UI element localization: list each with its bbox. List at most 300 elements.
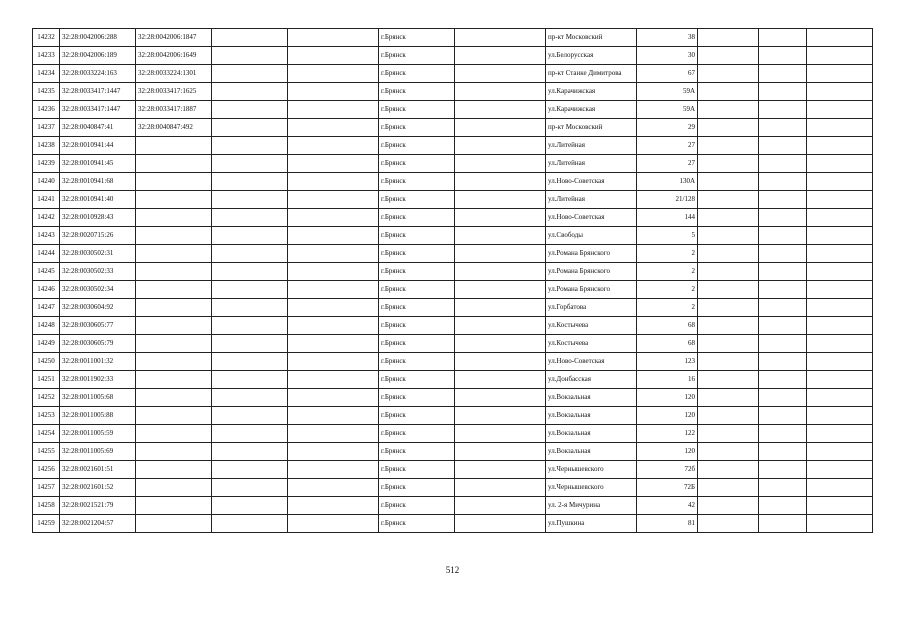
street-cell: ул.Литейная <box>546 191 637 209</box>
related-cadastral-number-cell: 32:28:0042006:1847 <box>136 29 212 47</box>
empty-cell <box>455 335 546 353</box>
empty-cell <box>807 353 873 371</box>
house-number-cell: 2 <box>637 263 698 281</box>
empty-cell <box>759 83 807 101</box>
cadastral-number-cell: 32:28:0011005:59 <box>60 425 136 443</box>
empty-cell <box>455 389 546 407</box>
empty-cell <box>212 515 288 533</box>
house-number-cell: 29 <box>637 119 698 137</box>
empty-cell <box>212 191 288 209</box>
empty-cell <box>455 101 546 119</box>
empty-cell <box>288 155 379 173</box>
empty-cell <box>455 425 546 443</box>
empty-cell <box>455 515 546 533</box>
street-cell: ул.Белорусская <box>546 47 637 65</box>
record-number-cell: 14246 <box>33 281 60 299</box>
cadastral-number-cell: 32:28:0021601:52 <box>60 479 136 497</box>
cadastral-number-cell: 32:28:0030502:34 <box>60 281 136 299</box>
empty-cell <box>455 443 546 461</box>
related-cadastral-number-cell <box>136 209 212 227</box>
cadastral-number-cell: 32:28:0042006:189 <box>60 47 136 65</box>
empty-cell <box>288 461 379 479</box>
empty-cell <box>759 29 807 47</box>
empty-cell <box>807 155 873 173</box>
house-number-cell: 16 <box>637 371 698 389</box>
empty-cell <box>759 407 807 425</box>
empty-cell <box>698 155 759 173</box>
city-cell: г.Брянск <box>379 479 455 497</box>
empty-cell <box>288 443 379 461</box>
empty-cell <box>212 209 288 227</box>
empty-cell <box>698 299 759 317</box>
cadastral-number-cell: 32:28:0030502:31 <box>60 245 136 263</box>
empty-cell <box>759 47 807 65</box>
empty-cell <box>807 263 873 281</box>
table-row <box>33 317 873 335</box>
record-number-cell: 14256 <box>33 461 60 479</box>
empty-cell <box>288 497 379 515</box>
empty-cell <box>212 371 288 389</box>
city-cell: г.Брянск <box>379 173 455 191</box>
street-cell: ул.Вокзальная <box>546 425 637 443</box>
related-cadastral-number-cell <box>136 479 212 497</box>
empty-cell <box>759 461 807 479</box>
city-cell: г.Брянск <box>379 119 455 137</box>
empty-cell <box>807 191 873 209</box>
empty-cell <box>759 227 807 245</box>
empty-cell <box>759 281 807 299</box>
empty-cell <box>698 137 759 155</box>
empty-cell <box>698 461 759 479</box>
empty-cell <box>288 227 379 245</box>
empty-cell <box>212 299 288 317</box>
cadastral-number-cell: 32:28:0040847:41 <box>60 119 136 137</box>
cadastral-number-cell: 32:28:0033417:1447 <box>60 101 136 119</box>
table-row <box>33 371 873 389</box>
empty-cell <box>698 29 759 47</box>
street-cell: ул.Ново-Советская <box>546 353 637 371</box>
empty-cell <box>807 443 873 461</box>
empty-cell <box>288 245 379 263</box>
empty-cell <box>807 497 873 515</box>
table-row <box>33 227 873 245</box>
empty-cell <box>212 407 288 425</box>
city-cell: г.Брянск <box>379 101 455 119</box>
empty-cell <box>288 173 379 191</box>
empty-cell <box>212 29 288 47</box>
empty-cell <box>807 479 873 497</box>
related-cadastral-number-cell: 32:28:0042006:1649 <box>136 47 212 65</box>
empty-cell <box>759 515 807 533</box>
empty-cell <box>288 137 379 155</box>
empty-cell <box>807 299 873 317</box>
related-cadastral-number-cell <box>136 425 212 443</box>
empty-cell <box>212 389 288 407</box>
empty-cell <box>698 191 759 209</box>
empty-cell <box>288 479 379 497</box>
street-cell: ул.Романа Брянского <box>546 263 637 281</box>
empty-cell <box>759 137 807 155</box>
empty-cell <box>698 479 759 497</box>
empty-cell <box>288 335 379 353</box>
empty-cell <box>212 443 288 461</box>
empty-cell <box>288 515 379 533</box>
empty-cell <box>455 83 546 101</box>
empty-cell <box>455 461 546 479</box>
empty-cell <box>212 119 288 137</box>
house-number-cell: 130А <box>637 173 698 191</box>
city-cell: г.Брянск <box>379 335 455 353</box>
table-row <box>33 47 873 65</box>
empty-cell <box>698 389 759 407</box>
empty-cell <box>455 227 546 245</box>
house-number-cell: 144 <box>637 209 698 227</box>
table-row <box>33 263 873 281</box>
table-row <box>33 443 873 461</box>
empty-cell <box>288 317 379 335</box>
empty-cell <box>212 497 288 515</box>
empty-cell <box>759 299 807 317</box>
empty-cell <box>698 425 759 443</box>
empty-cell <box>212 353 288 371</box>
related-cadastral-number-cell <box>136 515 212 533</box>
empty-cell <box>455 497 546 515</box>
empty-cell <box>212 47 288 65</box>
empty-cell <box>288 83 379 101</box>
empty-cell <box>455 65 546 83</box>
street-cell: ул.Вокзальная <box>546 443 637 461</box>
empty-cell <box>698 263 759 281</box>
related-cadastral-number-cell <box>136 353 212 371</box>
empty-cell <box>759 317 807 335</box>
empty-cell <box>455 407 546 425</box>
empty-cell <box>288 371 379 389</box>
empty-cell <box>759 209 807 227</box>
city-cell: г.Брянск <box>379 461 455 479</box>
table-row <box>33 479 873 497</box>
record-number-cell: 14243 <box>33 227 60 245</box>
record-number-cell: 14252 <box>33 389 60 407</box>
empty-cell <box>807 101 873 119</box>
street-cell: ул.Чернышевского <box>546 479 637 497</box>
house-number-cell: 122 <box>637 425 698 443</box>
house-number-cell: 72Б <box>637 479 698 497</box>
cadastral-number-cell: 32:28:0021204:57 <box>60 515 136 533</box>
related-cadastral-number-cell <box>136 317 212 335</box>
empty-cell <box>807 245 873 263</box>
empty-cell <box>288 389 379 407</box>
cadastral-number-cell: 32:28:0033224:163 <box>60 65 136 83</box>
street-cell: пр-кт Станке Димитрова <box>546 65 637 83</box>
empty-cell <box>759 335 807 353</box>
empty-cell <box>698 65 759 83</box>
house-number-cell: 27 <box>637 155 698 173</box>
city-cell: г.Брянск <box>379 515 455 533</box>
street-cell: ул.Ново-Советская <box>546 173 637 191</box>
table-row <box>33 209 873 227</box>
record-number-cell: 14254 <box>33 425 60 443</box>
house-number-cell: 120 <box>637 389 698 407</box>
empty-cell <box>759 101 807 119</box>
cadastral-number-cell: 32:28:0033417:1447 <box>60 83 136 101</box>
city-cell: г.Брянск <box>379 263 455 281</box>
related-cadastral-number-cell <box>136 299 212 317</box>
street-cell: ул.Чернышевского <box>546 461 637 479</box>
city-cell: г.Брянск <box>379 299 455 317</box>
house-number-cell: 2 <box>637 245 698 263</box>
empty-cell <box>698 209 759 227</box>
empty-cell <box>807 515 873 533</box>
empty-cell <box>807 29 873 47</box>
empty-cell <box>698 119 759 137</box>
related-cadastral-number-cell: 32:28:0033417:1625 <box>136 83 212 101</box>
related-cadastral-number-cell <box>136 245 212 263</box>
empty-cell <box>288 47 379 65</box>
house-number-cell: 59А <box>637 83 698 101</box>
table-row <box>33 137 873 155</box>
empty-cell <box>455 281 546 299</box>
empty-cell <box>759 245 807 263</box>
empty-cell <box>759 353 807 371</box>
empty-cell <box>212 263 288 281</box>
page-number: 512 <box>445 565 460 575</box>
street-cell: ул.Свободы <box>546 227 637 245</box>
empty-cell <box>698 47 759 65</box>
empty-cell <box>759 497 807 515</box>
table-row <box>33 29 873 47</box>
empty-cell <box>807 317 873 335</box>
empty-cell <box>288 353 379 371</box>
empty-cell <box>212 137 288 155</box>
empty-cell <box>698 83 759 101</box>
empty-cell <box>212 245 288 263</box>
empty-cell <box>807 137 873 155</box>
empty-cell <box>212 227 288 245</box>
street-cell: пр-кт Московский <box>546 119 637 137</box>
empty-cell <box>455 299 546 317</box>
empty-cell <box>698 173 759 191</box>
city-cell: г.Брянск <box>379 209 455 227</box>
city-cell: г.Брянск <box>379 245 455 263</box>
empty-cell <box>288 263 379 281</box>
related-cadastral-number-cell <box>136 407 212 425</box>
related-cadastral-number-cell <box>136 389 212 407</box>
record-number-cell: 14238 <box>33 137 60 155</box>
empty-cell <box>212 173 288 191</box>
empty-cell <box>455 353 546 371</box>
city-cell: г.Брянск <box>379 389 455 407</box>
cadastral-number-cell: 32:28:0030605:79 <box>60 335 136 353</box>
empty-cell <box>212 479 288 497</box>
empty-cell <box>455 479 546 497</box>
record-number-cell: 14257 <box>33 479 60 497</box>
street-cell: ул.Костычева <box>546 335 637 353</box>
empty-cell <box>455 29 546 47</box>
record-number-cell: 14249 <box>33 335 60 353</box>
empty-cell <box>455 191 546 209</box>
empty-cell <box>698 317 759 335</box>
cadastral-number-cell: 32:28:0010941:68 <box>60 173 136 191</box>
table-row <box>33 389 873 407</box>
record-number-cell: 14248 <box>33 317 60 335</box>
empty-cell <box>288 191 379 209</box>
cadastral-number-cell: 32:28:0021521:79 <box>60 497 136 515</box>
empty-cell <box>759 173 807 191</box>
empty-cell <box>288 29 379 47</box>
empty-cell <box>759 479 807 497</box>
record-number-cell: 14236 <box>33 101 60 119</box>
table-row <box>33 83 873 101</box>
related-cadastral-number-cell <box>136 371 212 389</box>
street-cell: ул.Горбатова <box>546 299 637 317</box>
empty-cell <box>288 65 379 83</box>
street-cell: ул.Ново-Советская <box>546 209 637 227</box>
empty-cell <box>807 407 873 425</box>
empty-cell <box>455 119 546 137</box>
house-number-cell: 68 <box>637 335 698 353</box>
city-cell: г.Брянск <box>379 371 455 389</box>
empty-cell <box>759 263 807 281</box>
record-number-cell: 14237 <box>33 119 60 137</box>
cadastral-number-cell: 32:28:0011005:88 <box>60 407 136 425</box>
related-cadastral-number-cell <box>136 191 212 209</box>
city-cell: г.Брянск <box>379 29 455 47</box>
cadastral-number-cell: 32:28:0011005:69 <box>60 443 136 461</box>
empty-cell <box>698 245 759 263</box>
table-row <box>33 353 873 371</box>
record-number-cell: 14233 <box>33 47 60 65</box>
table-row <box>33 425 873 443</box>
related-cadastral-number-cell <box>136 443 212 461</box>
empty-cell <box>698 497 759 515</box>
related-cadastral-number-cell <box>136 497 212 515</box>
record-number-cell: 14244 <box>33 245 60 263</box>
street-cell: ул.Карачижская <box>546 83 637 101</box>
city-cell: г.Брянск <box>379 281 455 299</box>
empty-cell <box>288 299 379 317</box>
empty-cell <box>807 173 873 191</box>
empty-cell <box>698 371 759 389</box>
related-cadastral-number-cell <box>136 461 212 479</box>
empty-cell <box>807 65 873 83</box>
empty-cell <box>288 119 379 137</box>
empty-cell <box>212 425 288 443</box>
empty-cell <box>698 101 759 119</box>
table-row <box>33 515 873 533</box>
empty-cell <box>807 47 873 65</box>
related-cadastral-number-cell <box>136 137 212 155</box>
cadastral-number-cell: 32:28:0030604:92 <box>60 299 136 317</box>
city-cell: г.Брянск <box>379 443 455 461</box>
related-cadastral-number-cell <box>136 173 212 191</box>
cadastral-number-cell: 32:28:0011001:32 <box>60 353 136 371</box>
house-number-cell: 5 <box>637 227 698 245</box>
related-cadastral-number-cell: 32:28:0033224:1301 <box>136 65 212 83</box>
related-cadastral-number-cell <box>136 281 212 299</box>
house-number-cell: 30 <box>637 47 698 65</box>
empty-cell <box>807 209 873 227</box>
empty-cell <box>759 425 807 443</box>
street-cell: пр-кт Московский <box>546 29 637 47</box>
empty-cell <box>807 83 873 101</box>
related-cadastral-number-cell <box>136 227 212 245</box>
table-row <box>33 245 873 263</box>
cadastral-number-cell: 32:28:0021601:51 <box>60 461 136 479</box>
empty-cell <box>807 119 873 137</box>
related-cadastral-number-cell <box>136 263 212 281</box>
empty-cell <box>807 335 873 353</box>
empty-cell <box>759 65 807 83</box>
cadastral-number-cell: 32:28:0011902:33 <box>60 371 136 389</box>
street-cell: ул.Донбасская <box>546 371 637 389</box>
empty-cell <box>212 335 288 353</box>
cadastral-number-cell: 32:28:0030605:77 <box>60 317 136 335</box>
empty-cell <box>455 47 546 65</box>
house-number-cell: 42 <box>637 497 698 515</box>
empty-cell <box>455 173 546 191</box>
record-number-cell: 14242 <box>33 209 60 227</box>
empty-cell <box>759 371 807 389</box>
record-number-cell: 14255 <box>33 443 60 461</box>
city-cell: г.Брянск <box>379 137 455 155</box>
record-number-cell: 14258 <box>33 497 60 515</box>
table-row <box>33 407 873 425</box>
empty-cell <box>759 389 807 407</box>
empty-cell <box>807 425 873 443</box>
empty-cell <box>807 461 873 479</box>
empty-cell <box>455 155 546 173</box>
street-cell: ул.Романа Брянского <box>546 281 637 299</box>
record-number-cell: 14234 <box>33 65 60 83</box>
empty-cell <box>698 353 759 371</box>
empty-cell <box>212 155 288 173</box>
empty-cell <box>288 407 379 425</box>
city-cell: г.Брянск <box>379 191 455 209</box>
empty-cell <box>455 263 546 281</box>
street-cell: ул.Литейная <box>546 155 637 173</box>
house-number-cell: 2 <box>637 299 698 317</box>
city-cell: г.Брянск <box>379 155 455 173</box>
empty-cell <box>698 227 759 245</box>
empty-cell <box>698 515 759 533</box>
related-cadastral-number-cell: 32:28:0033417:1887 <box>136 101 212 119</box>
street-cell: ул.Вокзальная <box>546 389 637 407</box>
empty-cell <box>759 119 807 137</box>
record-number-cell: 14235 <box>33 83 60 101</box>
table-row <box>33 335 873 353</box>
empty-cell <box>212 83 288 101</box>
empty-cell <box>212 65 288 83</box>
empty-cell <box>807 227 873 245</box>
street-cell: ул.Вокзальная <box>546 407 637 425</box>
city-cell: г.Брянск <box>379 65 455 83</box>
record-number-cell: 14247 <box>33 299 60 317</box>
empty-cell <box>455 245 546 263</box>
empty-cell <box>212 317 288 335</box>
empty-cell <box>288 425 379 443</box>
empty-cell <box>455 317 546 335</box>
city-cell: г.Брянск <box>379 47 455 65</box>
house-number-cell: 120 <box>637 407 698 425</box>
cadastral-number-cell: 32:28:0011005:68 <box>60 389 136 407</box>
record-number-cell: 14239 <box>33 155 60 173</box>
empty-cell <box>698 281 759 299</box>
record-number-cell: 14241 <box>33 191 60 209</box>
street-cell: ул.Карачижская <box>546 101 637 119</box>
house-number-cell: 72б <box>637 461 698 479</box>
table-row <box>33 119 873 137</box>
record-number-cell: 14245 <box>33 263 60 281</box>
